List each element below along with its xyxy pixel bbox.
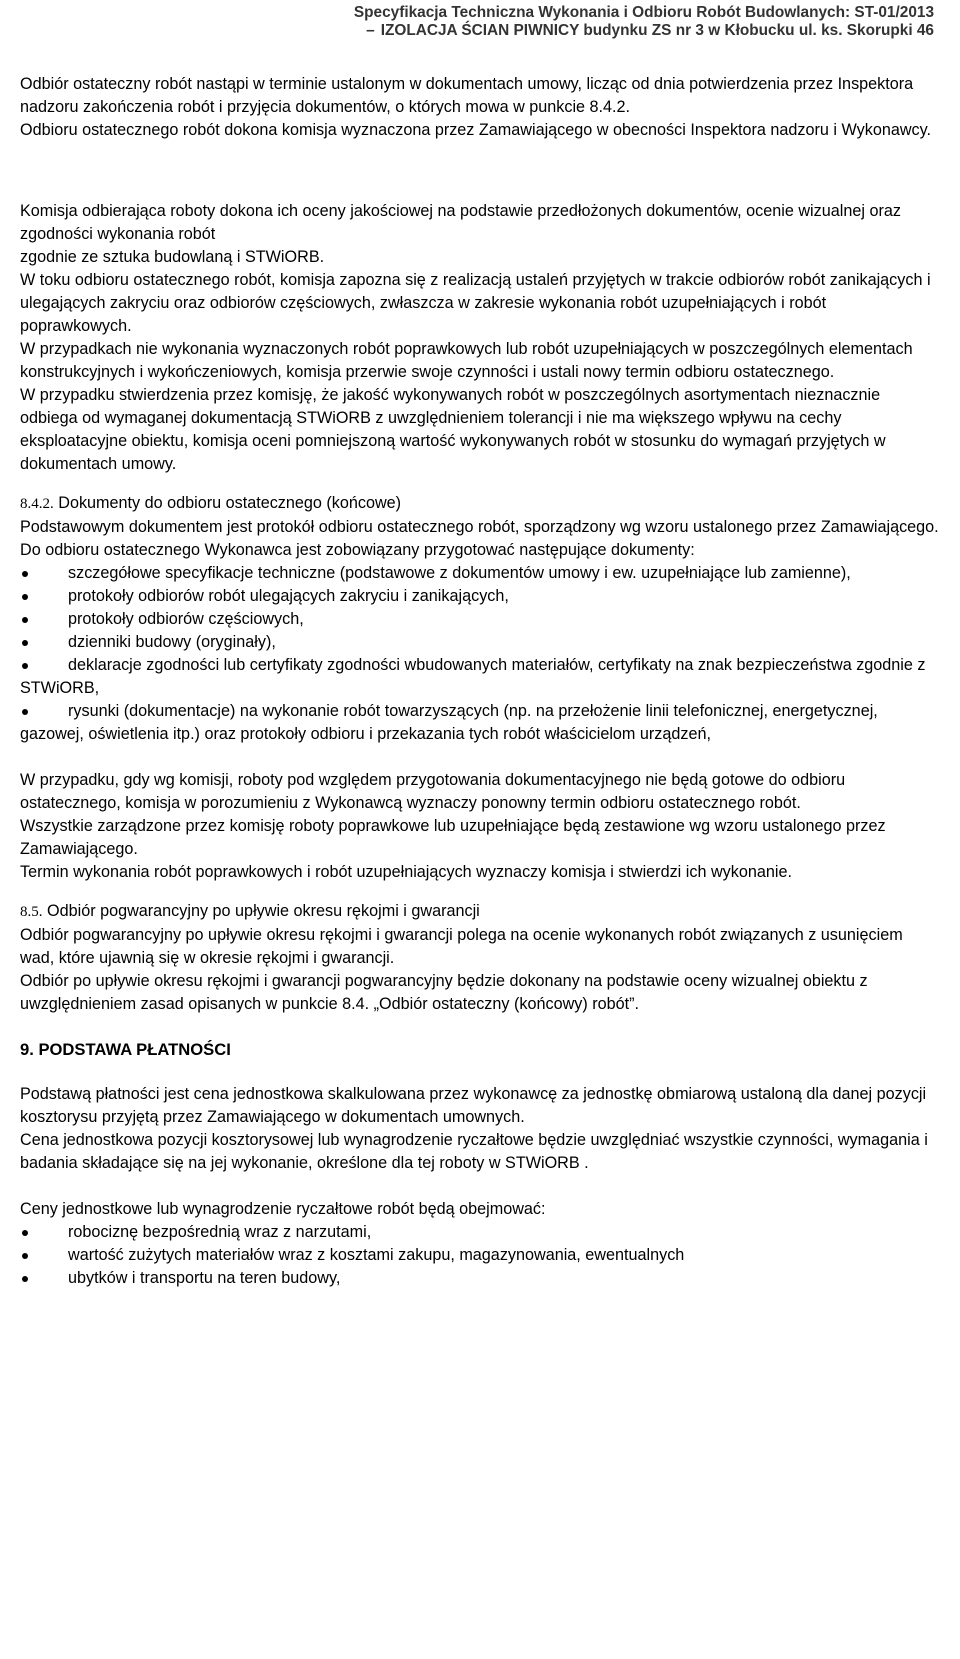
- spacer: [20, 142, 940, 177]
- section-number: 8.5.: [20, 904, 43, 920]
- page-header: [354, 4, 934, 40]
- paragraph-documentation-not-ready: W przypadku, gdy wg komisji, roboty pod względem przygotowania dokumentacyjnego nie będą gotowe do odbioru ostatecznego, komisja w porozumieniu z Wykonawcą wyznaczy ponowny termin odbioru ostatecznego robót.: [20, 771, 846, 812]
- header-project-title: IZOLACJA ŚCIAN PIWNICY budynku ZS nr 3 w Kłobucku ul. ks. Skorupki 46: [380, 22, 934, 39]
- paragraph-post-warranty-assessment: Odbiór po upływie okresu rękojmi i gwarancji pogwarancyjny będzie dokonany na podstawie oceny wizualnej obiektu z uwzględnieniem zasad opisanych w punkcie 8.4. „Odbiór ostateczny (końcowy) robót”.: [20, 972, 868, 1013]
- bullet-icon: [22, 1253, 28, 1259]
- document-body: [20, 73, 940, 1290]
- bullet-icon: [22, 1276, 28, 1282]
- header-project-line: [354, 22, 934, 40]
- paragraph-value-reduction: W przypadku stwierdzenia przez komisję, że jakość wykonywanych robót w poszczególnych asortymentach nieznacznie odbiega od wymaganej dokumentacją STWiORB z uwzględnieniem tolerancji i nie ma większego wpływu na cechy eksploatacyjne obiektu, komisja oceni pomniejszoną wartość wykonywanych robót w stosunku do wymagań przyjętych w dokumentach umowy.: [20, 386, 886, 473]
- list-item: dzienniki budowy (oryginały),: [20, 631, 940, 654]
- bullet-icon: [22, 1230, 28, 1236]
- section-number: 8.4.2.: [20, 496, 54, 512]
- section-8-5-heading: [20, 900, 940, 924]
- section-9-heading: 9. PODSTAWA PŁATNOŚCI: [20, 1040, 231, 1059]
- list-item: szczegółowe specyfikacje techniczne (podstawowe z dokumentów umowy i ew. uzupełniające lub zamienne),: [20, 562, 940, 585]
- paragraph-quality-assessment: Komisja odbierająca roboty dokona ich oceny jakościowej na podstawie przedłożonych dokumentów, ocenie wizualnej oraz zgodności wykonania robót: [20, 202, 901, 243]
- price-components-list: [20, 1221, 940, 1290]
- paragraph-required-documents: Do odbioru ostatecznego Wykonawca jest zobowiązany przygotować następujące dokumenty:: [20, 541, 695, 559]
- bullet-icon: [22, 571, 28, 577]
- header-spec-title: Specyfikacja Techniczna Wykonania i Odbioru Robót Budowlanych: ST-01/2013: [353, 4, 934, 21]
- spacer: [20, 177, 940, 200]
- header-dash: –: [366, 22, 375, 39]
- paragraph-corrective-term: Termin wykonania robót poprawkowych i robót uzupełniających wyznaczy komisja i stwierdzi ich wykonanie.: [20, 863, 792, 881]
- paragraph-basic-document: Podstawowym dokumentem jest protokół odbioru ostatecznego robót, sporządzony wg wzoru ustalonego przez Zamawiającego.: [20, 518, 939, 536]
- paragraph-commission: Odbioru ostatecznego robót dokona komisja wyznaczona przez Zamawiającego w obecności Inspektora nadzoru i Wykonawcy.: [20, 121, 932, 139]
- paragraph-unit-price: Cena jednostkowa pozycji kosztorysowej lub wynagrodzenie ryczałtowe będzie uwzględniać wszystkie czynności, wymagania i badania składające się na jej wykonanie, określone dla tej roboty w STWiORB .: [20, 1131, 928, 1172]
- section-title: Odbiór pogwarancyjny po upływie okresu rękojmi i gwarancji: [42, 902, 480, 920]
- bullet-icon: [22, 640, 28, 646]
- spacer: [20, 746, 940, 769]
- paragraph-final-acceptance-term: Odbiór ostateczny robót nastąpi w terminie ustalonym w dokumentach umowy, licząc od dnia potwierdzenia przez Inspektora nadzoru zakończenia robót i przyjęcia dokumentów, o których mowa w punkcie 8.4.2.: [20, 75, 914, 116]
- paragraph-quality-assessment-cont: zgodnie ze sztuka budowlaną i STWiORB.: [20, 248, 325, 266]
- bullet-icon: [22, 663, 28, 669]
- section-8-4-2-heading: [20, 492, 940, 516]
- paragraph-corrective-works: W przypadkach nie wykonania wyznaczonych robót poprawkowych lub robót uzupełniających w poszczególnych elementach konstrukcyjnych i wykończeniowych, komisja przerwie swoje czynności i ustali nowy termin odbioru ostatecznego.: [20, 340, 913, 381]
- bullet-icon: [22, 617, 28, 623]
- paragraph-acceptance-course: W toku odbioru ostatecznego robót, komisja zapozna się z realizacją ustaleń przyjętych w trakcie odbiorów robót zanikających i ulegających zakryciu oraz odbiorów częściowych, zwłaszcza w zakresie wykonania robót uzupełniających i robót poprawkowych.: [20, 271, 931, 335]
- paragraph-post-warranty: Odbiór pogwarancyjny po upływie okresu rękojmi i gwarancji polega na ocenie wykonanych robót związanych z usunięciem wad, które ujawnią się w okresie rękojmi i gwarancji.: [20, 926, 903, 967]
- bullet-icon: [22, 594, 28, 600]
- spacer: [20, 1175, 940, 1198]
- required-documents-list: [20, 562, 940, 746]
- paragraph-payment-basis: Podstawą płatności jest cena jednostkowa skalkulowana przez wykonawcę za jednostkę obmiarową ustaloną dla danej pozycji kosztorysu przyjętą przez Zamawiającego w dokumentach umownych.: [20, 1085, 927, 1126]
- list-item: rysunki (dokumentacje) na wykonanie robót towarzyszących (np. na przełożenie linii telefonicznej, energetycznej, gazowej, oświetlenia itp.) oraz protokoły odbioru i przekazania tych robót właścicielom urządzeń,: [20, 702, 878, 743]
- list-item: protokoły odbiorów częściowych,: [20, 608, 940, 631]
- paragraph-corrective-list: Wszystkie zarządzone przez komisję roboty poprawkowe lub uzupełniające będą zestawione wg wzoru ustalonego przez Zamawiającego.: [20, 817, 886, 858]
- section-title: Dokumenty do odbioru ostatecznego (końcowe): [53, 494, 402, 512]
- list-item: robociznę bezpośrednią wraz z narzutami,: [20, 1221, 940, 1244]
- paragraph-unit-prices-include: Ceny jednostkowe lub wynagrodzenie ryczałtowe robót będą obejmować:: [20, 1200, 546, 1218]
- list-item: ubytków i transportu na teren budowy,: [20, 1267, 940, 1290]
- list-item: wartość zużytych materiałów wraz z kosztami zakupu, magazynowania, ewentualnych: [20, 1244, 940, 1267]
- list-item: protokoły odbiorów robót ulegających zakryciu i zanikających,: [20, 585, 940, 608]
- list-item: deklaracje zgodności lub certyfikaty zgodności wbudowanych materiałów, certyfikaty na znak bezpieczeństwa zgodnie z STWiORB,: [20, 656, 926, 697]
- bullet-icon: [22, 709, 28, 715]
